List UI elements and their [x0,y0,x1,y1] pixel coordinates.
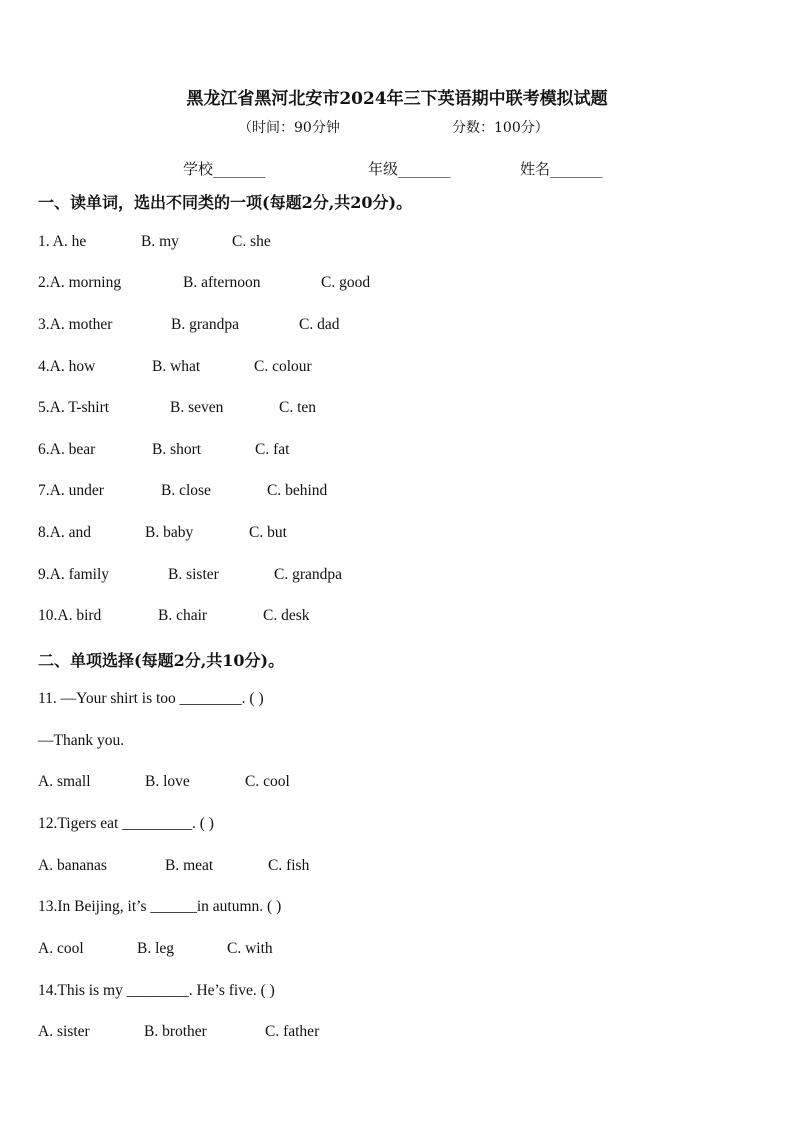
question-13-stem: 13.In Beijing, it’s ______in autumn. ( ) [38,898,282,915]
question-13-option-a: A. cool [38,940,84,957]
question-13-option-b: B. leg [137,940,175,957]
question-5-option-a: 5.A. T-shirt [38,399,110,416]
question-5-option-b: B. seven [170,399,224,416]
question-8-option-b: B. baby [145,524,194,541]
question-1-option-b: B. my [141,233,179,250]
question-4-option-b: B. what [152,358,201,375]
question-10-option-b: B. chair [158,607,208,624]
section-2-heading: 二、单项选择(每题2分,共10分)。 [38,651,285,670]
question-12-option-a: A. bananas [38,857,107,874]
question-9-option-b: B. sister [168,566,219,583]
question-12-option-b: B. meat [165,857,214,874]
question-14-option-b: B. brother [144,1023,207,1040]
question-2-option-a: 2.A. morning [38,274,122,291]
question-5-option-c: C. ten [279,399,317,416]
question-10-option-a: 10.A. bird [38,607,102,624]
page-title: 黑龙江省黑河北安市2024年三下英语期中联考模拟试题 [186,89,608,109]
school-field[interactable]: 学校_______ [183,160,266,178]
exam-time: （时间：90分钟 [238,120,340,136]
question-1-option-a: 1. A. he [38,233,87,250]
question-7-option-c: C. behind [267,482,328,499]
question-2-option-c: C. good [321,274,371,291]
question-8-option-c: C. but [249,524,287,541]
question-11-reply: —Thank you. [38,732,125,749]
question-13-option-c: C. with [227,940,273,957]
question-3-option-c: C. dad [299,316,340,333]
question-2-option-b: B. afternoon [183,274,261,291]
question-4-option-c: C. colour [254,358,312,375]
question-9-option-c: C. grandpa [274,566,343,583]
section-1-heading: 一、读单词，选出不同类的一项(每题2分,共20分)。 [38,193,413,212]
question-11-option-b: B. love [145,773,190,790]
question-12-option-c: C. fish [268,857,310,874]
name-field[interactable]: 姓名_______ [520,160,603,178]
question-11-option-a: A. small [38,773,91,790]
grade-field[interactable]: 年级_______ [368,160,451,178]
question-7-option-a: 7.A. under [38,482,104,499]
question-12-stem: 12.Tigers eat _________. ( ) [38,815,214,832]
question-14-option-c: C. father [265,1023,320,1040]
question-6-option-b: B. short [152,441,202,458]
question-3-option-b: B. grandpa [171,316,240,333]
question-11-stem: 11. —Your shirt is too ________. ( ) [38,690,264,707]
question-1-option-c: C. she [232,233,271,250]
exam-score: 分数：100分） [452,120,549,136]
question-3-option-a: 3.A. mother [38,316,113,333]
question-6-option-a: 6.A. bear [38,441,96,458]
question-6-option-c: C. fat [255,441,290,458]
question-9-option-a: 9.A. family [38,566,110,583]
question-10-option-c: C. desk [263,607,310,624]
question-14-stem: 14.This is my ________. He’s five. ( ) [38,982,275,999]
question-7-option-b: B. close [161,482,211,499]
question-4-option-a: 4.A. how [38,358,96,375]
question-11-option-c: C. cool [245,773,290,790]
question-14-option-a: A. sister [38,1023,90,1040]
question-8-option-a: 8.A. and [38,524,91,541]
